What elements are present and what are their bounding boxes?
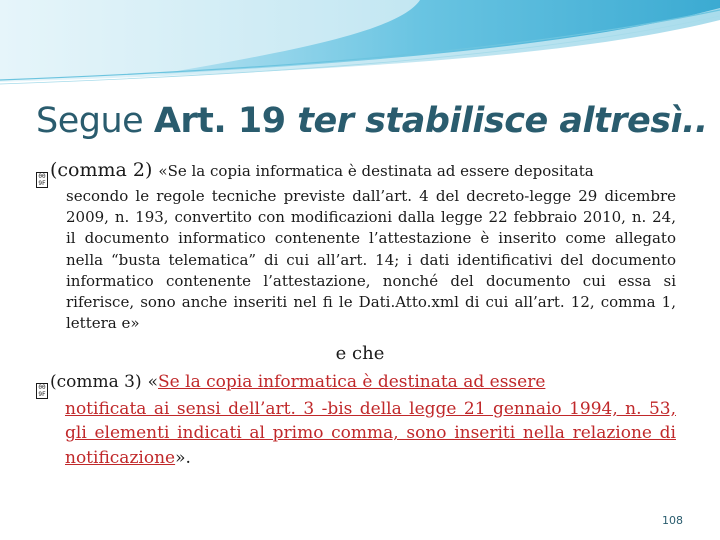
quote-open: « xyxy=(147,372,159,392)
bullet-label: (comma 3) xyxy=(50,372,142,392)
bullet-first-line: «Se la copia informatica è destinata ad essere depositata xyxy=(158,162,594,180)
bullet-body xyxy=(36,397,676,470)
bullet-comma-3 xyxy=(36,370,676,470)
connector-text: e che xyxy=(335,343,385,364)
bullet-comma-2 xyxy=(36,160,676,334)
page-number: 108 xyxy=(662,514,683,527)
header-wave-decoration xyxy=(0,0,720,100)
red-underlined-first-line: Se la copia informatica è destinata ad essere xyxy=(158,372,546,392)
bullet-label: (comma 2) xyxy=(50,159,153,181)
missing-glyph-bullet-icon: 00 9F xyxy=(36,172,48,188)
title-part-2: Art. 19 xyxy=(153,101,298,141)
title-part-1: Segue xyxy=(36,101,154,141)
missing-glyph-bullet-icon: 00 9F xyxy=(36,383,48,399)
red-underlined-text: notificata ai sensi dell’art. 3 -bis della legge 21 gennaio 1994, n. 53, gli elementi indicati al primo comma, sono inseriti nella relazione di notificazione xyxy=(65,399,676,468)
quote-close: ». xyxy=(175,447,191,468)
page-title xyxy=(36,96,706,146)
title-part-3: ter stabilisce altresì.. xyxy=(297,101,708,141)
bullet-body: secondo le regole tecniche previste dall’art. 4 del decreto-legge 29 dicembre 2009, n. 193, convertito con modificazioni dalla legge 22 febbraio 2010, n. 24, il documento informatico contenente l’attestazione è inserito come allegato nella “busta telematica” di cui all’art. 14; i dati identificativi del documento informatico contenente l’attestazione, nonché del documento cui essa si riferisce, sono anche inseriti nel fi le Dati.Atto.xml di cui all’art. 12, comma 1, lettera e» xyxy=(66,187,676,333)
